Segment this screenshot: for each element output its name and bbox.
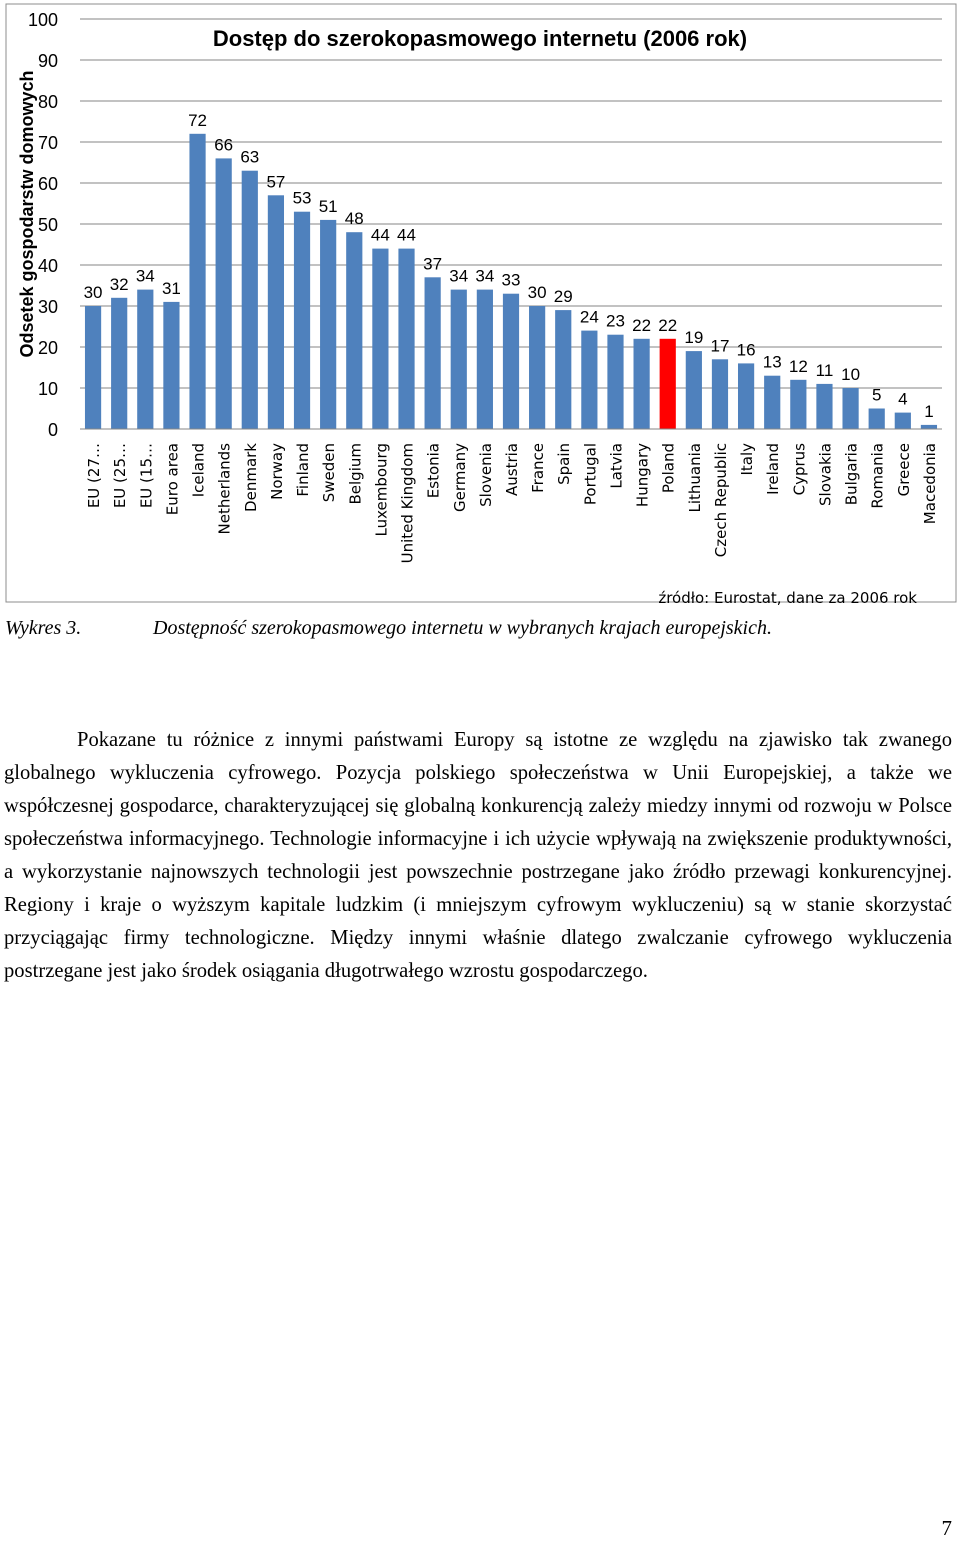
y-axis-label: Odsetek gospodarstw domowych	[17, 70, 37, 358]
body-paragraph: Pokazane tu różnice z innymi państwami Europy są istotne ze względu na zjawisko tak zwanego globalnego wykluczenia cyfrowego. Pozycja polskiego społeczeństwa w Unii Europejskiej, a także we współczesnej gospodarce, charakteryzującej się globalną konkurencją zależy miedzy innymi od rozwoju w Polsce społeczeństwa informacyjnego. Technologie informacyjne i ich użycie wpływają na zwiększenie produktywności, a wykorzystanie najnowszych technologii jest powszechnie postrzegane jako źródło przewagi konkurencyjnej. Regiony i kraje o wyższym kapitale ludzkim (i mniejszym cyfrowym wykluczeniu) są w stanie skorzystać przyciągając firmy technologiczne. Między innymi właśnie dlatego zwalczanie cyfrowego wykluczenia postrzegane jest jako środek osiągania długotrwałego wzrostu gospodarczego.	[4, 728, 952, 982]
bar	[398, 249, 414, 429]
bar	[477, 290, 493, 429]
data-label: 22	[658, 315, 678, 335]
x-tick-label: Portugal	[581, 443, 600, 506]
x-tick-label: Euro area	[163, 443, 182, 516]
data-label: 34	[135, 266, 155, 286]
data-label: 32	[109, 274, 129, 294]
data-label: 19	[684, 328, 704, 348]
y-tick-label: 70	[37, 133, 58, 153]
x-tick-label: Latvia	[607, 443, 626, 489]
bar	[242, 171, 258, 429]
bar	[555, 310, 571, 429]
caption-label: Wykres 3.	[5, 617, 82, 639]
bar	[137, 290, 153, 429]
x-tick-label: Cyprus	[790, 443, 809, 496]
x-tick-label: Iceland	[189, 443, 208, 498]
bar	[294, 212, 310, 429]
bar	[581, 331, 597, 429]
y-tick-label: 0	[47, 420, 58, 440]
x-tick-label: Netherlands	[215, 443, 234, 535]
x-tick-label: Macedonia	[920, 443, 939, 525]
bar	[842, 388, 858, 429]
data-label: 66	[214, 135, 234, 155]
bar	[529, 306, 545, 429]
x-tick-label: Denmark	[241, 443, 260, 512]
bar	[503, 294, 519, 429]
bar	[372, 249, 388, 429]
broadband-bar-chart	[0, 0, 960, 610]
bar	[346, 232, 362, 429]
bar	[895, 413, 911, 429]
bar	[268, 195, 284, 429]
y-tick-label: 80	[37, 92, 58, 112]
bar	[790, 380, 806, 429]
data-label: 34	[449, 266, 469, 286]
x-tick-label: Spain	[555, 443, 574, 485]
data-label: 53	[292, 188, 312, 208]
y-tick-label: 100	[27, 10, 58, 30]
x-tick-label: Finland	[294, 443, 313, 497]
x-tick-label: Czech Republic	[711, 443, 730, 558]
bar	[738, 363, 754, 429]
x-tick-label: Ireland	[764, 443, 783, 495]
x-tick-label: Sweden	[320, 443, 339, 503]
bar	[451, 290, 467, 429]
bar	[869, 409, 885, 430]
data-label: 16	[736, 340, 756, 360]
x-tick-label: Slovakia	[816, 443, 835, 506]
x-tick-label: Greece	[894, 443, 913, 497]
bar	[189, 134, 205, 429]
x-tick-label: Belgium	[346, 443, 365, 505]
x-tick-label: Luxembourg	[372, 443, 391, 537]
x-tick-label: Italy	[738, 443, 757, 476]
data-label: 1	[924, 401, 934, 421]
x-tick-label: France	[529, 443, 548, 493]
x-tick-label: Hungary	[633, 443, 652, 508]
bar	[216, 158, 232, 429]
data-label: 12	[788, 356, 808, 376]
data-label: 44	[370, 225, 390, 245]
chart-container	[0, 0, 960, 610]
data-label: 72	[188, 110, 208, 130]
bar	[816, 384, 832, 429]
x-tick-label: Romania	[868, 443, 887, 509]
y-tick-label: 10	[37, 379, 58, 399]
bar	[712, 359, 728, 429]
data-label: 30	[527, 283, 547, 302]
bar	[425, 277, 441, 429]
data-label: 10	[841, 365, 861, 384]
data-label: 31	[161, 278, 181, 298]
bar	[660, 339, 676, 429]
bar	[634, 339, 650, 429]
data-label: 11	[815, 360, 834, 380]
y-tick-label: 50	[37, 215, 58, 235]
data-label: 5	[871, 385, 882, 405]
data-label: 57	[266, 172, 286, 192]
data-label: 44	[397, 225, 416, 245]
bar	[85, 306, 101, 429]
y-tick-label: 40	[37, 256, 58, 276]
data-label: 22	[632, 315, 652, 335]
page-number: 7	[941, 1516, 952, 1540]
x-tick-label: Lithuania	[685, 443, 704, 513]
x-tick-label: United Kingdom	[398, 443, 417, 564]
bar	[921, 425, 937, 429]
x-tick-label: Germany	[450, 443, 469, 512]
bar	[320, 220, 336, 429]
bar	[163, 302, 179, 429]
data-label: 33	[501, 270, 521, 290]
data-label: 17	[710, 336, 730, 356]
bar	[607, 335, 623, 429]
x-tick-label: Bulgaria	[842, 443, 861, 506]
y-tick-label: 20	[37, 338, 58, 358]
chart-source: źródło: Eurostat, dane za 2006 rok	[658, 589, 917, 607]
chart-title: Dostęp do szerokopasmowego internetu (2006 rok)	[212, 26, 748, 51]
x-tick-label: EU (27…	[85, 443, 104, 509]
y-tick-label: 90	[37, 51, 58, 71]
bar	[686, 351, 702, 429]
x-tick-label: Poland	[659, 443, 678, 494]
data-label: 23	[606, 311, 625, 331]
y-tick-label: 60	[37, 174, 58, 194]
x-tick-label: Estonia	[424, 443, 443, 499]
data-label: 29	[553, 287, 573, 307]
data-label: 48	[344, 209, 364, 229]
caption-text: Dostępność szerokopasmowego internetu w wybranych krajach europejskich.	[153, 617, 772, 639]
bar	[111, 298, 127, 429]
data-label: 13	[762, 352, 782, 372]
x-tick-label: EU (25…	[111, 443, 130, 509]
x-tick-label: EU (15…	[137, 443, 156, 509]
data-label: 4	[898, 389, 908, 409]
x-tick-label: Slovenia	[476, 443, 495, 507]
x-tick-label: Austria	[503, 443, 521, 496]
data-label: 30	[83, 283, 103, 302]
y-tick-label: 30	[37, 297, 58, 317]
data-label: 51	[318, 196, 338, 216]
bar	[764, 376, 780, 429]
data-label: 37	[423, 254, 443, 274]
data-label: 34	[475, 266, 495, 286]
data-label: 63	[240, 147, 260, 167]
data-label: 24	[579, 307, 599, 327]
x-tick-label: Norway	[267, 443, 286, 500]
